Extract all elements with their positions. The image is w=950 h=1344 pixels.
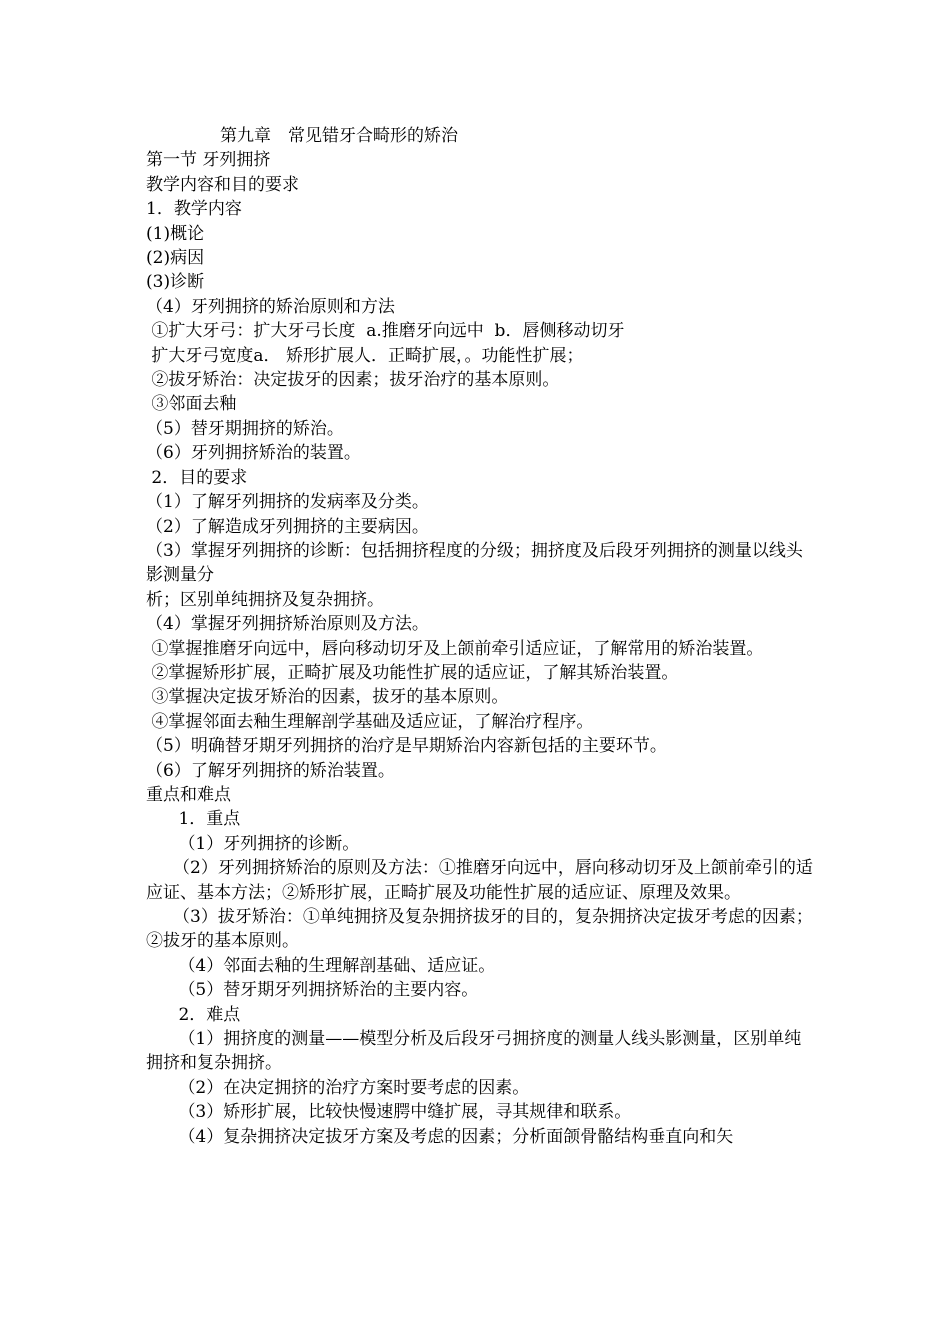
subsection-heading: 重点和难点 [146, 784, 231, 805]
chapter-title: 第九章 常见错牙合畸形的矫治 [220, 126, 458, 146]
text-line: （2）了解造成牙列拥挤的主要病因。 [146, 516, 429, 537]
text-line: （4）邻面去釉的生理解剖基础、适应证。 [146, 955, 496, 976]
text-line: （2）在决定拥挤的治疗方案时要考虑的因素。 [146, 1077, 530, 1098]
text-line: （4）掌握牙列拥挤矫治原则及方法。 [146, 614, 429, 635]
text-line: （5）替牙期拥挤的矫治。 [146, 418, 344, 439]
text-line: 1．教学内容 [146, 199, 242, 220]
text-line: (1)概论 [146, 223, 205, 244]
text-line: (2)病因 [146, 248, 205, 269]
text-line: （2）牙列拥挤矫治的原则及方法：①推磨牙向远中，唇向移动切牙及上颌前牵引的适应证、基本方法；②矫形扩展，正畸扩展及功能性扩展的适应证、原理及效果。 [146, 858, 813, 903]
text-line: 析；区别单纯拥挤及复杂拥挤。 [146, 589, 384, 610]
text-line: （3）掌握牙列拥挤的诊断：包括拥挤程度的分级；拥挤度及后段牙列拥挤的测量以线头影测量分 [146, 540, 803, 586]
section-heading: 第一节 牙列拥挤 [146, 150, 271, 171]
text-line: （4）复杂拥挤决定拔牙方案及考虑的因素；分析面颌骨骼结构垂直向和矢 [146, 1126, 734, 1147]
text-line: 2．难点 [146, 1004, 241, 1025]
text-line: ③邻面去釉 [146, 394, 237, 415]
text-line: 扩大牙弓宽度a． 矫形扩展人．正畸扩展，。功能性扩展； [146, 345, 584, 366]
text-line: (3)诊断 [146, 272, 205, 293]
text-line: （1）拥挤度的测量——模型分析及后段牙弓拥挤度的测量人线头影测量，区别单纯拥挤和复杂拥挤。 [146, 1029, 802, 1074]
text-line: （1）了解牙列拥挤的发病率及分类。 [146, 492, 429, 513]
subsection-heading: 教学内容和目的要求 [146, 174, 299, 195]
text-line: （6）了解牙列拥挤的矫治装置。 [146, 760, 395, 781]
text-line: （5）替牙期牙列拥挤矫治的主要内容。 [146, 980, 479, 1001]
text-line: ③掌握决定拔牙矫治的因素，拔牙的基本原则。 [146, 687, 509, 708]
text-line: 2．目的要求 [146, 467, 248, 488]
text-line: （4）牙列拥挤的矫治原则和方法 [146, 296, 395, 317]
text-line: 1．重点 [146, 809, 241, 830]
text-line: （6）牙列拥挤矫治的装置。 [146, 443, 361, 464]
text-line: （5）明确替牙期牙列拥挤的治疗是早期矫治内容新包括的主要环节。 [146, 736, 667, 757]
text-line: ①掌握推磨牙向远中，唇向移动切牙及上颌前牵引适应证，了解常用的矫治装置。 [146, 638, 764, 659]
text-line: （3）矫形扩展，比较快慢速腭中缝扩展，寻其规律和联系。 [146, 1102, 632, 1123]
text-line: （3）拔牙矫治：①单纯拥挤及复杂拥挤拔牙的目的，复杂拥挤决定拔牙考虑的因素；②拔牙的基本原则。 [146, 907, 813, 952]
text-line: ④掌握邻面去釉生理解剖学基础及适应证，了解治疗程序。 [146, 711, 594, 732]
text-line: ②掌握矫形扩展，正畸扩展及功能性扩展的适应证，了解其矫治装置。 [146, 662, 679, 683]
text-line: ①扩大牙弓：扩大牙弓长度 a.推磨牙向远中 b．唇侧移动切牙 [146, 321, 625, 342]
text-line: ②拔牙矫治：决定拔牙的因素；拔牙治疗的基本原则。 [146, 370, 560, 391]
text-line: （1）牙列拥挤的诊断。 [146, 833, 360, 854]
document-page [146, 124, 814, 1149]
